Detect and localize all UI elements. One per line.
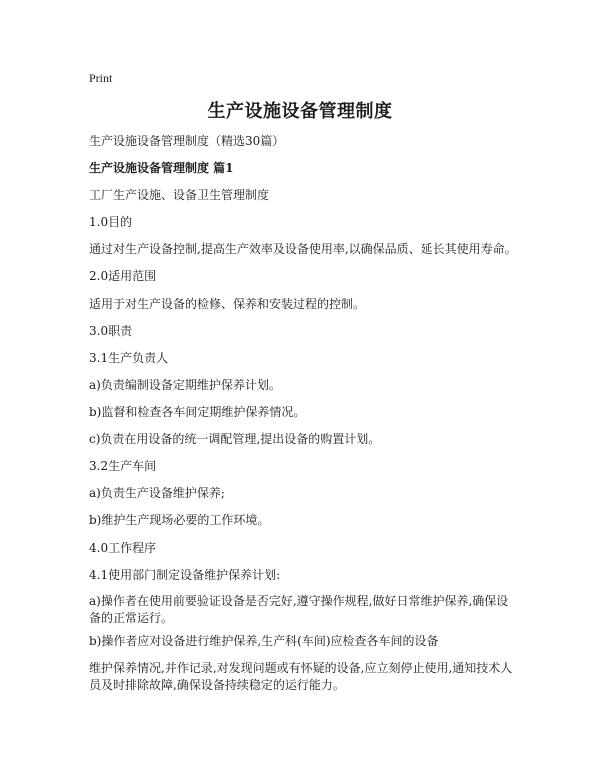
paragraph: b)维护生产现场必要的工作环境。 — [89, 513, 270, 527]
section-heading: 生产设施设备管理制度 篇1 — [89, 161, 234, 175]
paragraph: 3.0职责 — [89, 324, 133, 338]
paragraph: a)负责编制设备定期维护保养计划。 — [89, 378, 281, 392]
paragraph: a)负责生产设备维护保养; — [89, 486, 225, 500]
paragraph: 1.0目的 — [89, 215, 133, 229]
document-title: 生产设施设备管理制度 — [207, 101, 393, 122]
paragraph: 适用于对生产设备的检修、保养和安装过程的控制。 — [89, 297, 366, 311]
paragraph: b)操作者应对设备进行维护保养,生产科(车间)应检查各车间的设备 — [89, 634, 439, 648]
paragraph: 4.0工作程序 — [89, 541, 157, 555]
paragraph: 工厂生产设施、设备卫生管理制度 — [89, 188, 270, 202]
subtitle: 生产设施设备管理制度（精选30篇） — [89, 134, 285, 148]
paragraph: 4.1使用部门制定设备维护保养计划: — [89, 568, 281, 582]
paragraph: a)操作者在使用前要验证设备是否完好,遵守操作规程,做好日常维护保养,确保设备的正常运行。 — [89, 594, 509, 625]
paragraph: 3.1生产负责人 — [89, 351, 169, 365]
paragraph: 通过对生产设备控制,提高生产效率及设备使用率,以确保品质、延长其使用寿命。 — [89, 242, 517, 256]
print-link[interactable]: Print — [89, 71, 113, 85]
paragraph: 维护保养情况,并作记录,对发现问题或有怀疑的设备,应立刻停止使用,通知技术人员及时排除故障,确保设备持续稳定的运行能力。 — [89, 661, 513, 692]
paragraph: b)监督和检查各车间定期维护保养情况。 — [89, 405, 306, 419]
paragraph: c)负责在用设备的统一调配管理,提出设备的购置计划。 — [89, 432, 381, 446]
paragraph: 2.0适用范围 — [89, 269, 157, 283]
paragraph: 3.2生产车间 — [89, 459, 157, 473]
